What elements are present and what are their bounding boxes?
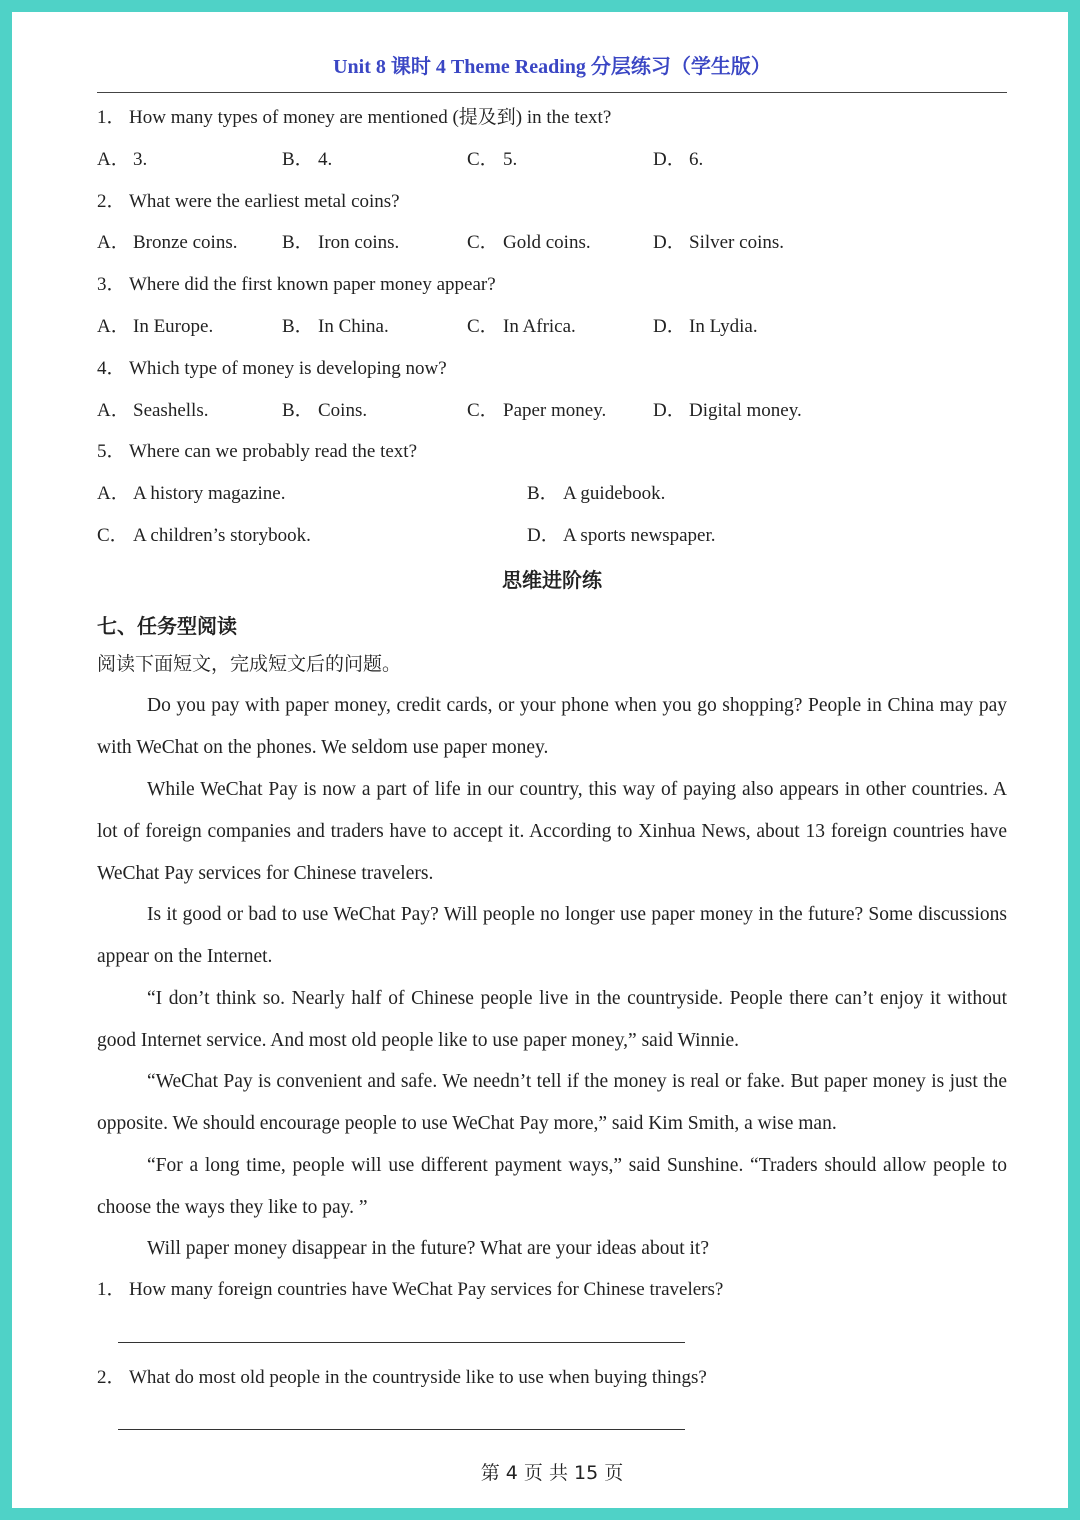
passage-paragraph-7: Will paper money disappear in the future? What are your ideas about it?	[147, 1238, 709, 1259]
question-text: How many types of money are mentioned (提及到) in the text?	[129, 107, 612, 128]
question-number: 5．	[97, 441, 126, 462]
option-c: C． 5.	[467, 149, 518, 170]
option-c: C． Paper money.	[467, 400, 607, 421]
page-header: Unit 8 课时 4 Theme Reading 分层练习（学生版）	[333, 56, 771, 78]
question-4	[97, 357, 447, 381]
option-a: A． 3.	[97, 149, 148, 170]
question-number: 2．	[97, 1367, 126, 1388]
question-2	[97, 190, 400, 214]
option-a: A． Bronze coins.	[97, 232, 238, 253]
option-c: C． In Africa.	[467, 316, 576, 337]
passage-paragraph-6: “For a long time, people will use different payment ways,” said Sunshine. “Traders should allow people to choose the ways they like to pay. ”	[97, 1155, 1007, 1218]
option-d: D． 6.	[653, 149, 704, 170]
passage-paragraph-5: “WeChat Pay is convenient and safe. We needn’t tell if the money is real or fake. But paper money is just the opposite. We should encourage people to use WeChat Pay more,” said Kim Smith, a wise man.	[97, 1071, 1007, 1134]
passage-paragraph-4: “I don’t think so. Nearly half of Chinese people live in the countryside. People there can’t enjoy it without good Internet service. And most old people like to use paper money,” said Winnie.	[97, 988, 1007, 1051]
question-3	[97, 273, 496, 297]
answer-line-2[interactable]	[118, 1429, 685, 1430]
question-text: Where can we probably read the text?	[129, 441, 418, 462]
option-a: A． A history magazine.	[97, 483, 286, 504]
question-text: How many foreign countries have WeChat Pay services for Chinese travelers?	[129, 1279, 724, 1300]
question-1	[97, 106, 611, 130]
option-b: B． A guidebook.	[527, 483, 666, 504]
task-question-1	[97, 1278, 723, 1302]
question-text: What were the earliest metal coins?	[129, 191, 400, 212]
answer-line-1[interactable]	[118, 1342, 685, 1343]
question-number: 1．	[97, 107, 126, 128]
option-a: A． Seashells.	[97, 400, 209, 421]
passage-paragraph-1: Do you pay with paper money, credit cards, or your phone when you go shopping? People in China may pay with WeChat on the phones. We seldom use paper money.	[97, 695, 1007, 758]
section-7-instruction: 阅读下面短文，完成短文后的问题。	[97, 653, 402, 675]
option-d: D． Silver coins.	[653, 232, 784, 253]
task-question-2	[97, 1366, 707, 1390]
option-b: B． Iron coins.	[282, 232, 400, 253]
question-number: 3．	[97, 274, 126, 295]
page-footer: 第 4 页 共 15 页	[480, 1462, 624, 1484]
section-7-title: 七、任务型阅读	[97, 614, 237, 638]
question-text: What do most old people in the countryside like to use when buying things?	[129, 1367, 707, 1388]
option-b: B． 4.	[282, 149, 333, 170]
option-d: D． A sports newspaper.	[527, 525, 716, 546]
passage-paragraph-3: Is it good or bad to use WeChat Pay? Will people no longer use paper money in the future? Some discussions appear on the Internet.	[97, 904, 1007, 967]
header-rule	[97, 92, 1007, 93]
question-text: Where did the first known paper money appear?	[129, 274, 496, 295]
question-number: 4．	[97, 358, 126, 379]
question-text: Which type of money is developing now?	[129, 358, 447, 379]
passage-paragraph-2: While WeChat Pay is now a part of life in our country, this way of paying also appears in other countries. A lot of foreign companies and traders have to accept it. According to Xinhua News, about 13 foreign countries have WeChat Pay services for Chinese travelers.	[97, 779, 1007, 884]
option-c: C． Gold coins.	[467, 232, 591, 253]
option-a: A． In Europe.	[97, 316, 214, 337]
question-5	[97, 440, 417, 464]
option-b: B． In China.	[282, 316, 389, 337]
option-c: C． A children’s storybook.	[97, 525, 311, 546]
option-b: B． Coins.	[282, 400, 368, 421]
option-d: D． Digital money.	[653, 400, 802, 421]
question-number: 2．	[97, 191, 126, 212]
question-number: 1．	[97, 1279, 126, 1300]
section-center-title: 思维进阶练	[502, 568, 602, 592]
option-d: D． In Lydia.	[653, 316, 758, 337]
